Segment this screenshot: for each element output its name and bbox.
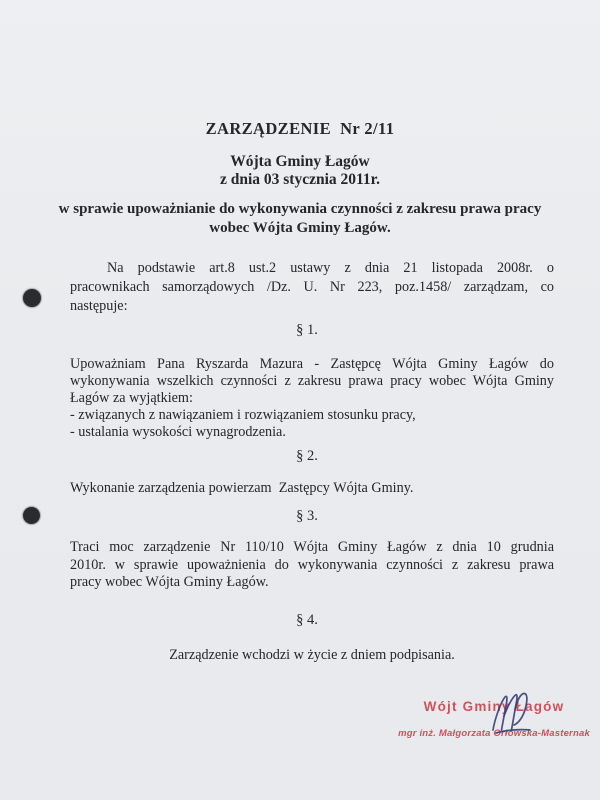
text-line: pracownikach samorządowych /Dz. U. Nr 223, poz.1458/ zarządzam, co (70, 279, 554, 295)
text-line: następuje: (70, 298, 128, 314)
text-line: Upoważniam Pana Ryszarda Mazura - Zastępcę Wójta Gminy Łagów do (70, 356, 554, 372)
document-date-line: z dnia 03 stycznia 2011r. (219, 171, 381, 188)
section-4-paragraph (70, 646, 554, 665)
document-subject (30, 200, 570, 238)
section-2-mark: § 2. (296, 448, 318, 464)
text-line: Łagów za wyjątkiem: (70, 390, 193, 406)
text-line: - ustalania wysokości wynagrodzenia. (70, 424, 286, 440)
section-1-paragraph (70, 356, 554, 441)
section-1-mark: § 1. (296, 322, 318, 338)
preamble-paragraph (70, 259, 554, 316)
text-line: 2010r. w sprawie upoważnienia do wykonywania czynności z zakresu prawa (70, 556, 554, 573)
handwritten-signature (486, 686, 538, 748)
stamp-signer-name: mgr inż. Małgorzata Orłowska-Masternak (398, 728, 590, 739)
hole-punch-mark-top (23, 289, 41, 307)
section-3-mark: § 3. (296, 508, 318, 524)
text-line: pracy wobec Wójta Gminy Łagów. (70, 574, 269, 590)
section-3-paragraph (70, 539, 554, 592)
stamp-office-title: Wójt Gminy Łagów (423, 699, 565, 714)
text-line: wykonywania wszelkich czynności z zakresu prawa pracy wobec Wójta Gminy (70, 373, 554, 389)
text-line: wobec Wójta Gminy Łagów. (209, 220, 391, 236)
section-4-mark: § 4. (296, 612, 318, 628)
text-line: Na podstawie art.8 ust.2 ustawy z dnia 21 listopada 2008r. o (107, 260, 554, 276)
text-line: - związanych z nawiązaniem i rozwiązaniem stosunku pracy, (70, 407, 416, 423)
text-line: Zarządzenie wchodzi w życie z dniem podpisania. (169, 647, 455, 663)
document-issuer: Wójta Gminy Łagów (230, 153, 370, 170)
section-2-paragraph (70, 479, 554, 498)
text-line: Wykonanie zarządzenia powierzam Zastępcy Wójta Gminy. (70, 480, 414, 496)
text-line: w sprawie upoważnianie do wykonywania czynności z zakresu prawa pracy (58, 201, 542, 217)
text-line: Traci moc zarządzenie Nr 110/10 Wójta Gminy Łagów z dnia 10 grudnia (70, 539, 554, 555)
document-title: ZARZĄDZENIE Nr 2/11 (205, 119, 395, 138)
